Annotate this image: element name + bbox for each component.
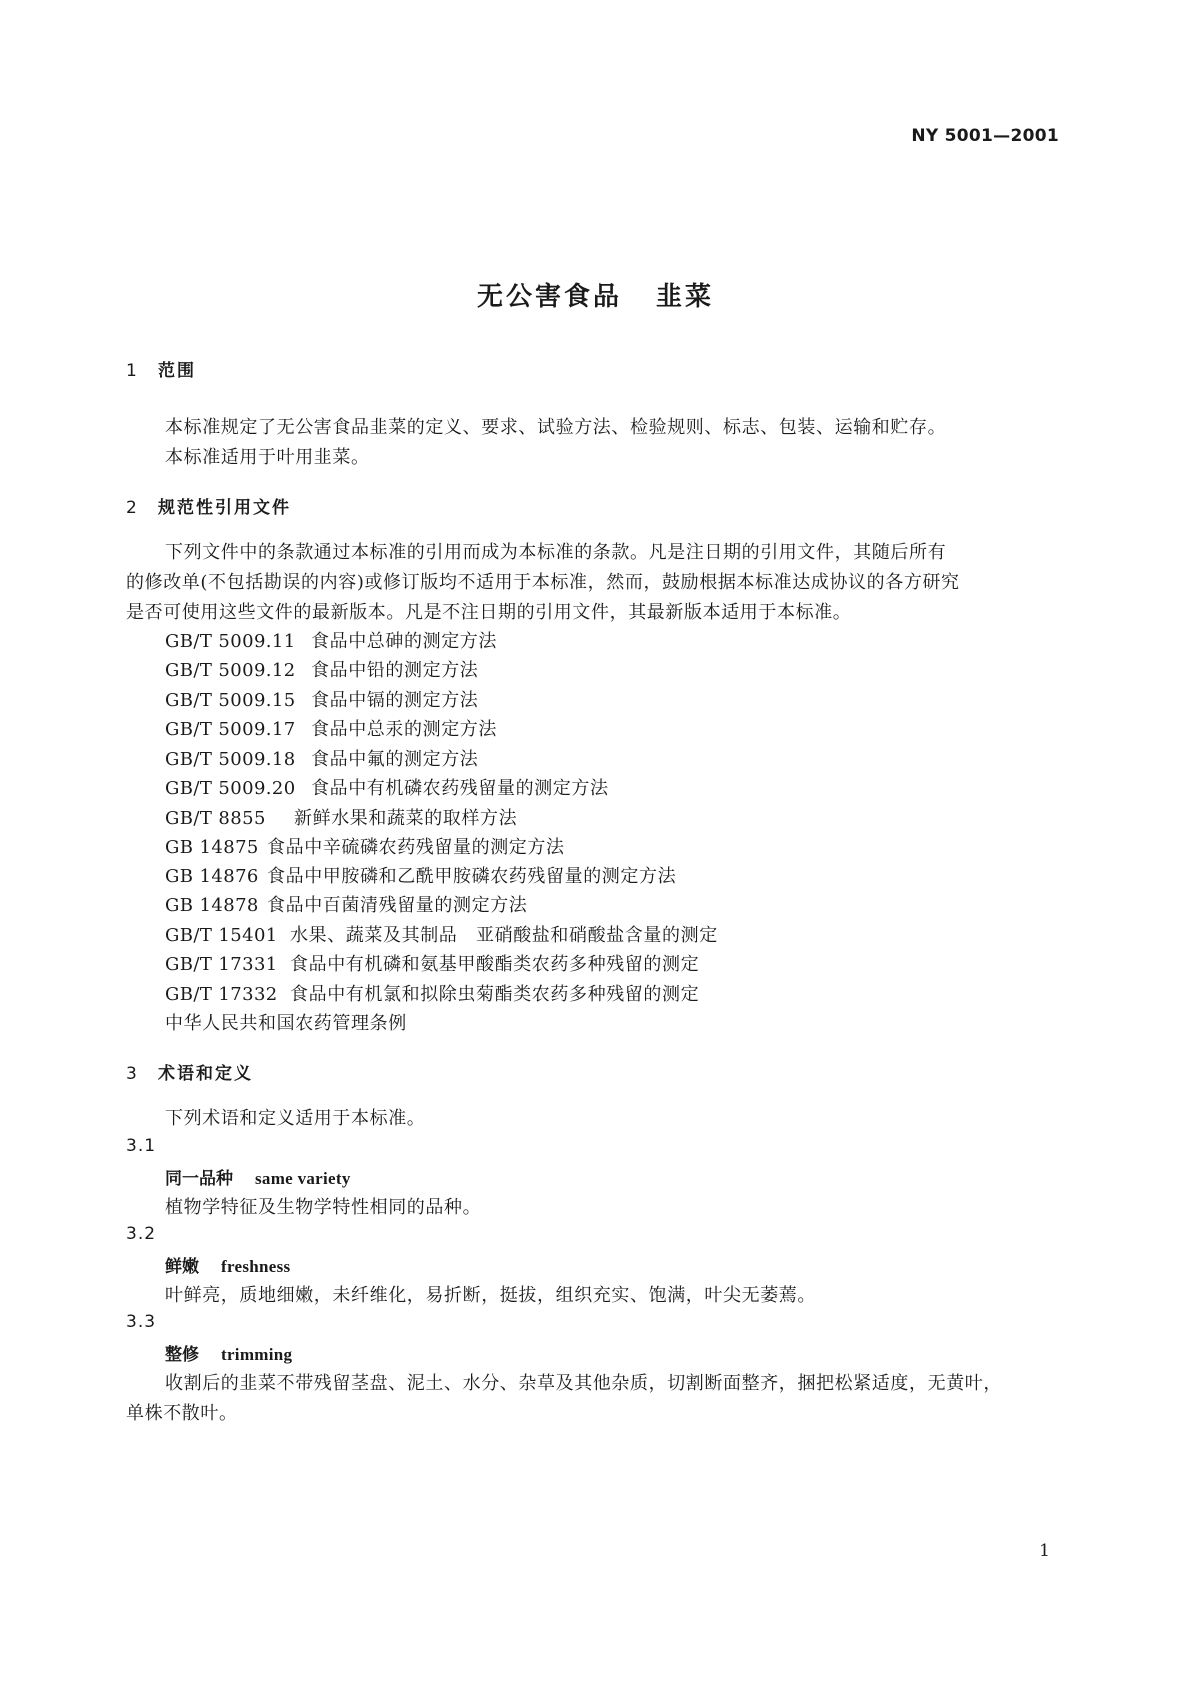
reference-title: 食品中总汞的测定方法 xyxy=(311,719,497,740)
reference-code: GB/T 5009.12 xyxy=(165,660,296,681)
reference-title: 新鲜水果和蔬菜的取样方法 xyxy=(294,808,518,829)
reference-code: GB 14875 xyxy=(165,837,259,858)
reference-title: 食品中氟的测定方法 xyxy=(311,749,479,770)
section-title: 范围 xyxy=(158,361,196,381)
section-number: 3 xyxy=(126,1064,137,1084)
reference-item xyxy=(165,627,497,653)
section-heading-normative-refs xyxy=(126,493,291,518)
reference-title: 食品中甲胺磷和乙酰甲胺磷农药残留量的测定方法 xyxy=(267,866,677,887)
term-definition-continued: 单株不散叶。 xyxy=(126,1403,238,1424)
reference-code: GB/T 5009.17 xyxy=(165,719,296,740)
reference-title: 食品中有机磷和氨基甲酸酯类农药多种残留的测定 xyxy=(290,954,700,975)
term-heading xyxy=(165,1340,292,1365)
reference-title: 水果、蔬菜及其制品 亚硝酸盐和硝酸盐含量的测定 xyxy=(290,925,718,946)
reference-item xyxy=(165,833,565,859)
regulation-reference: 中华人民共和国农药管理条例 xyxy=(165,1013,407,1034)
term-heading xyxy=(165,1164,351,1189)
term-number: 3.2 xyxy=(126,1224,157,1244)
term-heading xyxy=(165,1252,290,1277)
reference-item xyxy=(165,804,517,830)
reference-code: GB/T 5009.11 xyxy=(165,631,296,652)
section-number: 2 xyxy=(126,498,137,518)
scope-paragraph-2: 本标准适用于叶用韭菜。 xyxy=(165,447,370,468)
section-heading-terms xyxy=(126,1059,253,1084)
reference-code: GB/T 5009.20 xyxy=(165,778,296,799)
refs-intro-line-2: 的修改单(不包括勘误的内容)或修订版均不适用于本标准，然而，鼓励根据本标准达成协议的各方研究 xyxy=(126,572,960,593)
reference-item xyxy=(165,980,699,1006)
reference-title: 食品中有机氯和拟除虫菊酯类农药多种残留的测定 xyxy=(290,984,700,1005)
reference-item xyxy=(165,950,699,976)
reference-title: 食品中总砷的测定方法 xyxy=(311,631,497,652)
term-chinese: 整修 xyxy=(165,1345,199,1365)
reference-title: 食品中镉的测定方法 xyxy=(311,690,479,711)
reference-title: 食品中有机磷农药残留量的测定方法 xyxy=(311,778,609,799)
refs-intro-line-3: 是否可使用这些文件的最新版本。凡是不注日期的引用文件，其最新版本适用于本标准。 xyxy=(126,602,852,623)
term-definition: 叶鲜亮，质地细嫩，未纤维化，易折断，挺拔，组织充实、饱满，叶尖无萎蔫。 xyxy=(165,1285,816,1306)
term-number: 3.1 xyxy=(126,1136,157,1156)
terms-intro: 下列术语和定义适用于本标准。 xyxy=(165,1108,426,1129)
section-title: 规范性引用文件 xyxy=(158,498,291,518)
reference-item xyxy=(165,862,676,888)
reference-code: GB/T 8855 xyxy=(165,808,266,829)
reference-code: GB/T 15401 xyxy=(165,925,278,946)
reference-code: GB/T 5009.18 xyxy=(165,749,296,770)
reference-item xyxy=(165,774,609,800)
term-english: freshness xyxy=(221,1257,291,1276)
title-part-1: 无公害食品 xyxy=(476,282,622,312)
title-part-2: 韭菜 xyxy=(656,282,715,312)
section-number: 1 xyxy=(126,361,137,381)
page-number: 1 xyxy=(1039,1541,1050,1561)
reference-code: GB/T 17331 xyxy=(165,954,278,975)
reference-item xyxy=(165,686,478,712)
term-definition: 植物学特征及生物学特性相同的品种。 xyxy=(165,1197,482,1218)
standard-code: NY 5001—2001 xyxy=(911,126,1059,146)
reference-code: GB 14878 xyxy=(165,895,259,916)
reference-title: 食品中铅的测定方法 xyxy=(311,660,479,681)
term-chinese: 同一品种 xyxy=(165,1169,233,1189)
refs-intro-line-1: 下列文件中的条款通过本标准的引用而成为本标准的条款。凡是注日期的引用文件，其随后所有 xyxy=(165,542,947,563)
reference-item xyxy=(165,891,527,917)
reference-title: 食品中辛硫磷农药残留量的测定方法 xyxy=(267,837,565,858)
reference-item xyxy=(165,745,478,771)
term-chinese: 鲜嫩 xyxy=(165,1257,199,1277)
document-title xyxy=(0,276,1191,313)
scope-paragraph-1: 本标准规定了无公害食品韭菜的定义、要求、试验方法、检验规则、标志、包装、运输和贮存。 xyxy=(165,417,947,438)
section-title: 术语和定义 xyxy=(158,1064,253,1084)
reference-code: GB/T 5009.15 xyxy=(165,690,296,711)
reference-code: GB 14876 xyxy=(165,866,259,887)
reference-item xyxy=(165,921,718,947)
section-heading-scope xyxy=(126,356,196,381)
reference-title: 食品中百菌清残留量的测定方法 xyxy=(267,895,528,916)
reference-item xyxy=(165,656,478,682)
term-english: same variety xyxy=(255,1169,351,1188)
reference-item xyxy=(165,715,497,741)
term-number: 3.3 xyxy=(126,1312,157,1332)
term-english: trimming xyxy=(221,1345,293,1364)
term-definition: 收割后的韭菜不带残留茎盘、泥土、水分、杂草及其他杂质，切割断面整齐，捆把松紧适度，无黄叶， xyxy=(165,1373,1002,1394)
reference-code: GB/T 17332 xyxy=(165,984,278,1005)
